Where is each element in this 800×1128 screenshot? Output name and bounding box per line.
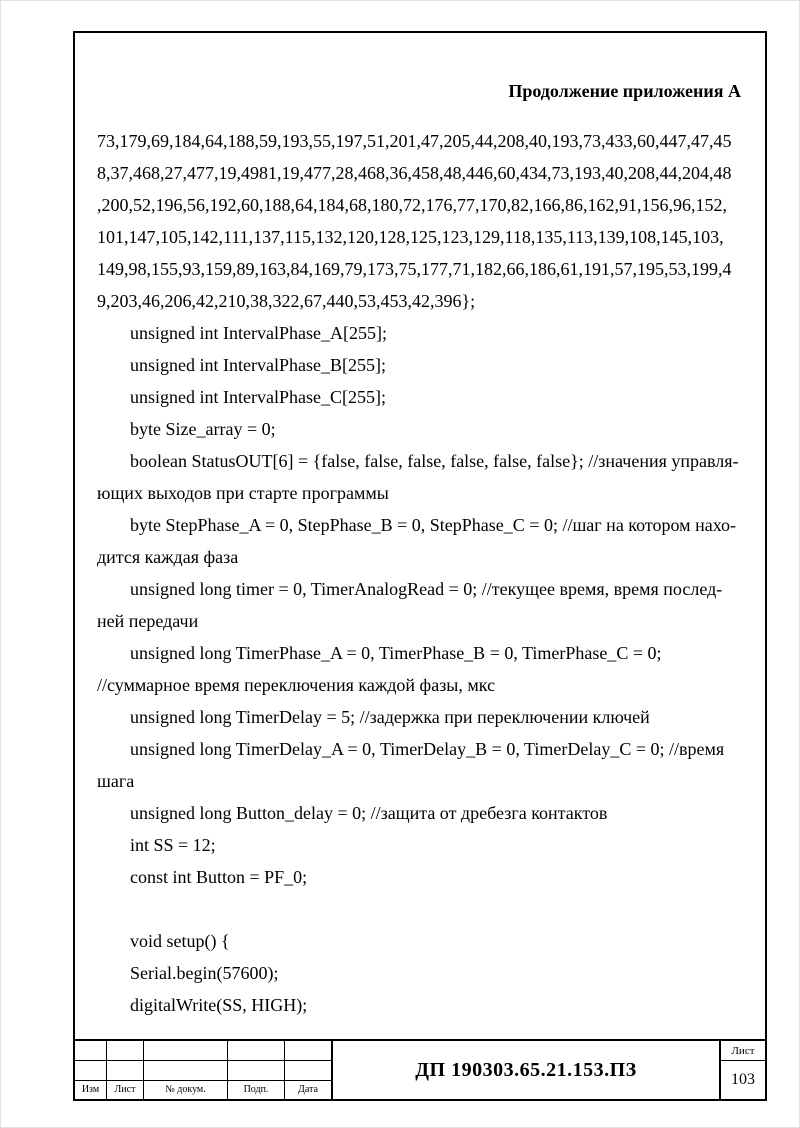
col-label-list: Лист [107,1080,144,1099]
text-line: byte StepPhase_A = 0, StepPhase_B = 0, StepPhase_C = 0; //шаг на котором нахо- [130,515,737,535]
revision-cell [144,1041,228,1060]
text-line: unsigned long timer = 0, TimerAnalogRead = 0; //текущее время, время послед- [130,579,723,599]
sheet-cell [721,1041,765,1099]
page-content [75,33,765,1039]
text-line [97,893,745,925]
text-line: 73,179,69,184,64,188,59,193,55,197,51,201,47,205,44,208,40,193,73,433,60,447,47,45 [97,131,732,151]
col-label-ndokum: № докум. [144,1080,228,1099]
document-number: ДП 190303.65.21.153.ПЗ [333,1041,721,1099]
page-frame [73,31,767,1101]
text-line: boolean StatusOUT[6] = {false, false, false, false, false, false}; //значения управля- [130,451,739,471]
text-line: дится каждая фаза [97,547,239,567]
text-line: ,200,52,196,56,192,60,188,64,184,68,180,72,176,77,170,82,166,86,162,91,156,96,152, [97,195,727,215]
revision-cell [75,1041,107,1060]
text-line: 9,203,46,206,42,210,38,322,67,440,53,453,42,396}; [97,291,476,311]
col-label-podp: Подп. [228,1080,285,1099]
revision-cell [144,1060,228,1079]
revision-table [75,1041,333,1099]
text-line: шага [97,771,135,791]
text-line: const int Button = PF_0; [130,867,308,887]
code-text [97,125,745,1021]
col-label-izm: Изм [75,1080,107,1099]
text-line: //суммарное время переключения каждой фазы, мкс [97,675,496,695]
text-line: byte Size_array = 0; [130,419,276,439]
text-line: unsigned long TimerPhase_A = 0, TimerPhase_B = 0, TimerPhase_C = 0; [130,643,662,663]
text-line: 8,37,468,27,477,19,4981,19,477,28,468,36,458,48,446,60,434,73,193,40,208,44,204,48 [97,163,732,183]
text-line: unsigned int IntervalPhase_C[255]; [130,387,386,407]
revision-cell [228,1060,285,1079]
text-line: Serial.begin(57600); [130,963,279,983]
sheet-label: Лист [721,1041,765,1061]
appendix-continuation-header: Продолжение приложения А [508,81,741,101]
revision-cell [75,1060,107,1079]
text-line: 101,147,105,142,111,137,115,132,120,128,125,123,129,118,135,113,139,108,145,103, [97,227,724,247]
text-line: unsigned int IntervalPhase_B[255]; [130,355,386,375]
revision-cell [285,1041,331,1060]
sheet-number: 103 [731,1071,755,1088]
revision-cell [107,1060,144,1079]
revision-cell [228,1041,285,1060]
title-block [75,1039,765,1099]
text-line: unsigned long TimerDelay = 5; //задержка при переключении ключей [130,707,650,727]
revision-cell [107,1041,144,1060]
text-line: unsigned int IntervalPhase_A[255]; [130,323,387,343]
text-line: unsigned long Button_delay = 0; //защита от дребезга контактов [130,803,608,823]
text-line: ней передачи [97,611,199,631]
text-line: unsigned long TimerDelay_A = 0, TimerDelay_B = 0, TimerDelay_C = 0; //время [130,739,725,759]
text-line: 149,98,155,93,159,89,163,84,169,79,173,75,177,71,182,66,186,61,191,57,195,53,199,4 [97,259,732,279]
text-line: void setup() { [130,931,230,951]
text-line: digitalWrite(SS, HIGH); [130,995,308,1015]
revision-cell [285,1060,331,1079]
col-label-data: Дата [285,1080,331,1099]
text-line: ющих выходов при старте программы [97,483,389,503]
text-line: int SS = 12; [130,835,216,855]
